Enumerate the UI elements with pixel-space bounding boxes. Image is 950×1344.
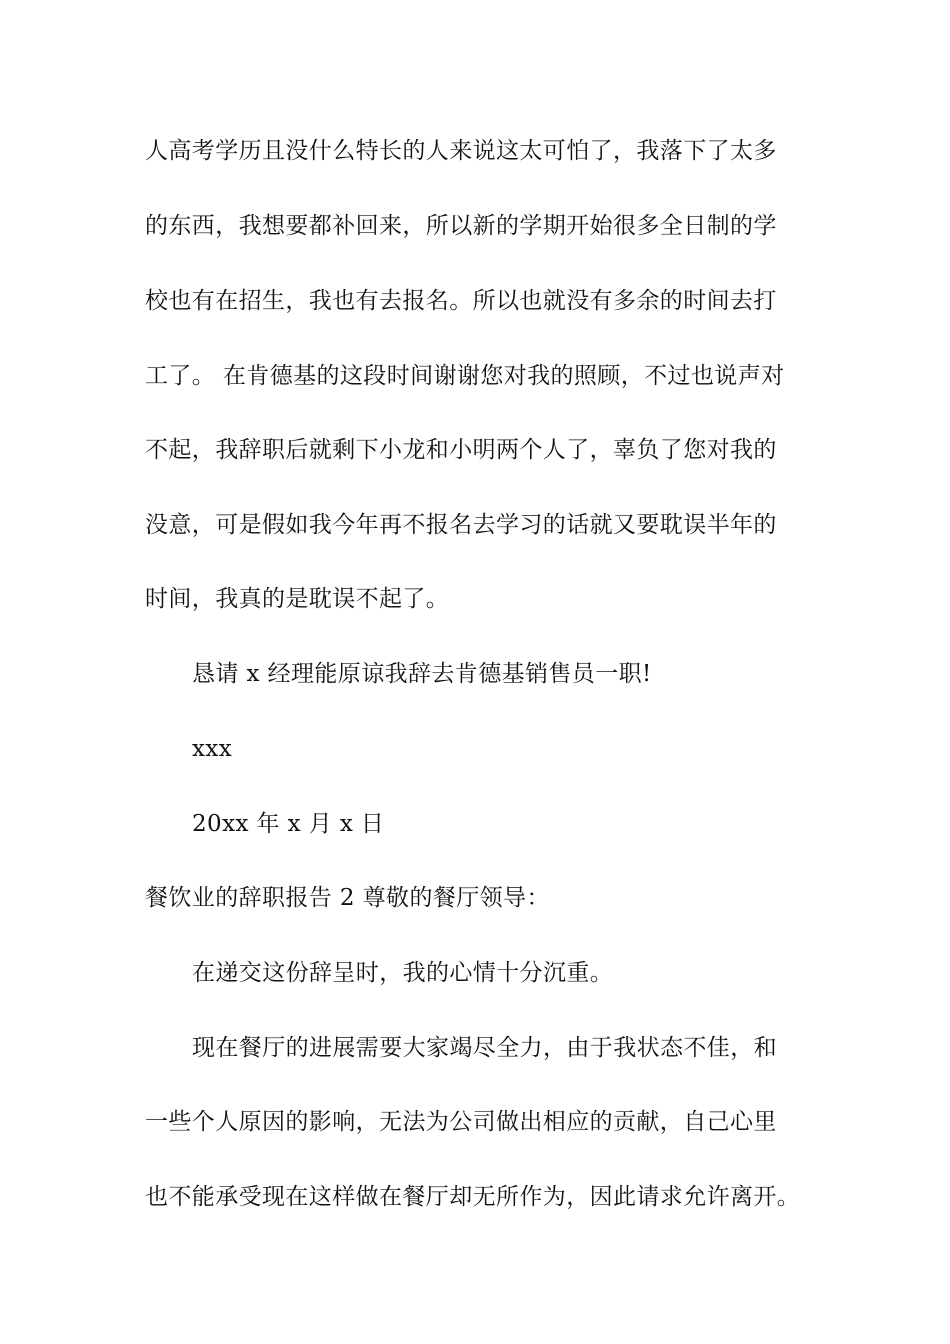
paragraph-line: 一些个人原因的影响，无法为公司做出相应的贡献，自己心里 [145, 1109, 777, 1135]
paragraph-line: 校也有在招生，我也有去报名。所以也就没有多余的时间去打 [145, 288, 777, 314]
paragraph-line: 也不能承受现在这样做在餐厅却无所作为，因此请求允许离开。 [145, 1184, 801, 1210]
paragraph-line: 时间，我真的是耽误不起了。 [145, 586, 450, 612]
paragraph-line: 没意，可是假如我今年再不报名去学习的话就又要耽误半年的 [145, 512, 777, 538]
signature: xxx [192, 736, 233, 762]
paragraph-line: 工了。 在肯德基的这段时间谢谢您对我的照顾，不过也说声对 [145, 363, 785, 389]
paragraph-line: 现在餐厅的进展需要大家竭尽全力，由于我状态不佳，和 [192, 1035, 777, 1061]
request-line: 恳请 x 经理能原谅我辞去肯德基销售员一职! [192, 661, 652, 687]
date-line: 20xx 年 x 月 x 日 [192, 811, 385, 837]
paragraph-line: 不起，我辞职后就剩下小龙和小明两个人了，辜负了您对我的 [145, 437, 777, 463]
section-heading: 餐饮业的辞职报告 2 尊敬的餐厅领导： [145, 885, 550, 911]
intro-line: 在递交这份辞呈时，我的心情十分沉重。 [192, 960, 614, 986]
paragraph-line: 人高考学历且没什么特长的人来说这太可怕了，我落下了太多 [145, 138, 777, 164]
paragraph-line: 的东西，我想要都补回来，所以新的学期开始很多全日制的学 [145, 213, 777, 239]
